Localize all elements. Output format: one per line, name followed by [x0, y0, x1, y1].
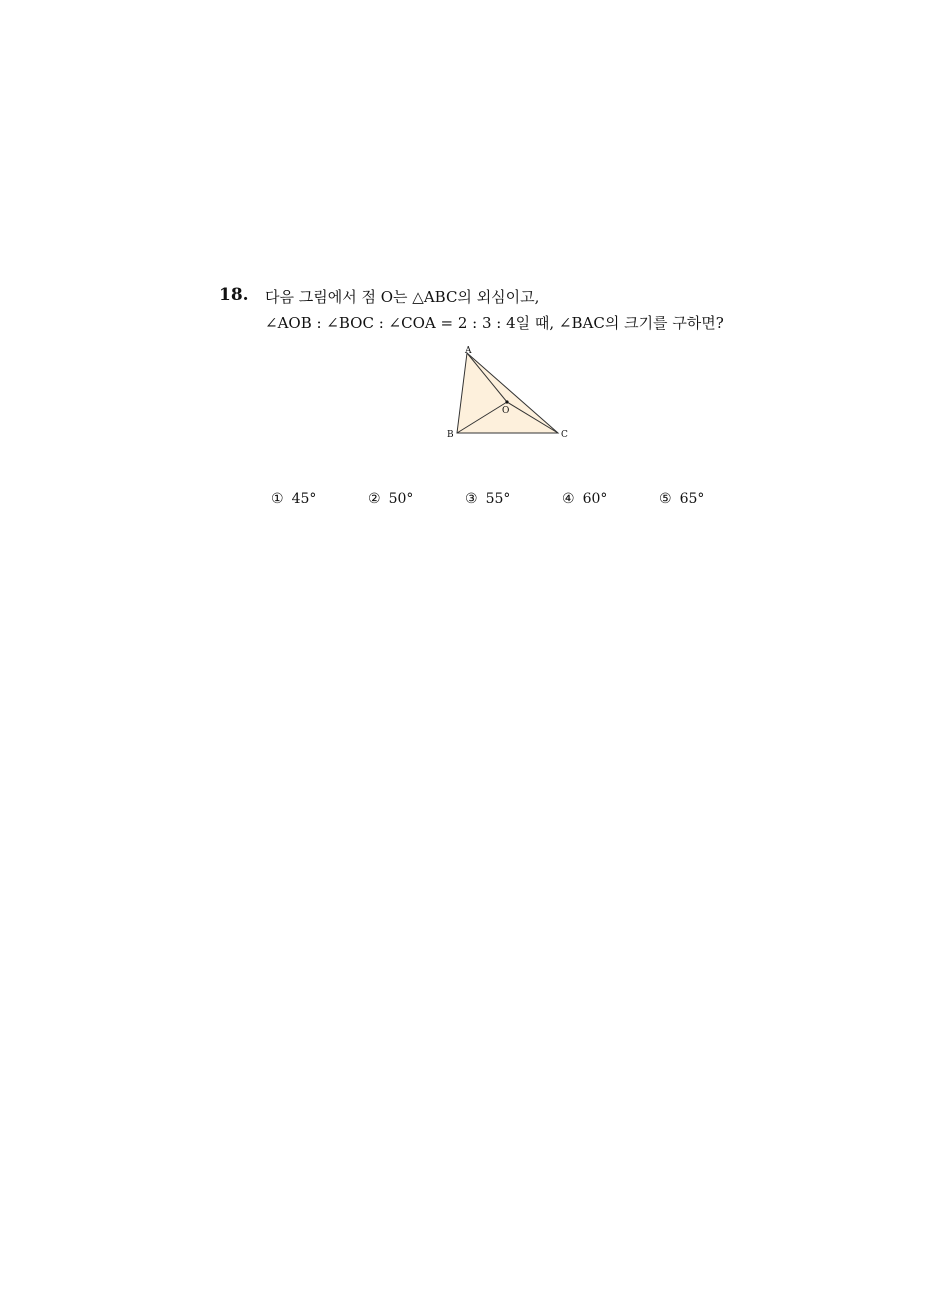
- choice-1-mark: ①: [271, 491, 284, 507]
- choice-5-mark: ⑤: [659, 491, 672, 507]
- choice-4[interactable]: [562, 491, 607, 507]
- choice-2-mark: ②: [368, 491, 381, 507]
- label-b: B: [447, 430, 454, 440]
- label-c: C: [561, 430, 568, 440]
- choice-5-value: 65°: [679, 491, 705, 507]
- choice-3-value: 55°: [485, 491, 511, 507]
- choice-3[interactable]: [465, 491, 510, 507]
- label-o: O: [502, 406, 510, 416]
- choice-2[interactable]: [368, 491, 413, 507]
- triangle-diagram: [445, 343, 575, 443]
- choice-4-mark: ④: [562, 491, 575, 507]
- problem-text-line-1: 다음 그림에서 점 O는 △ABC의 외심이고,: [265, 288, 540, 306]
- choice-1[interactable]: [271, 491, 316, 507]
- choice-2-value: 50°: [388, 491, 414, 507]
- triangle-abc: [457, 353, 558, 433]
- choice-3-mark: ③: [465, 491, 478, 507]
- point-o: [505, 400, 508, 403]
- label-a: A: [465, 346, 472, 356]
- choice-1-value: 45°: [291, 491, 317, 507]
- choice-5[interactable]: [659, 491, 704, 507]
- triangle-figure: [445, 343, 575, 443]
- problem-text-line-2: ∠AOB : ∠BOC : ∠COA = 2 : 3 : 4일 때, ∠BAC의 크기를 구하면?: [265, 314, 724, 332]
- answer-choices: [271, 491, 731, 511]
- choice-4-value: 60°: [582, 491, 608, 507]
- problem-number: 18.: [219, 285, 249, 305]
